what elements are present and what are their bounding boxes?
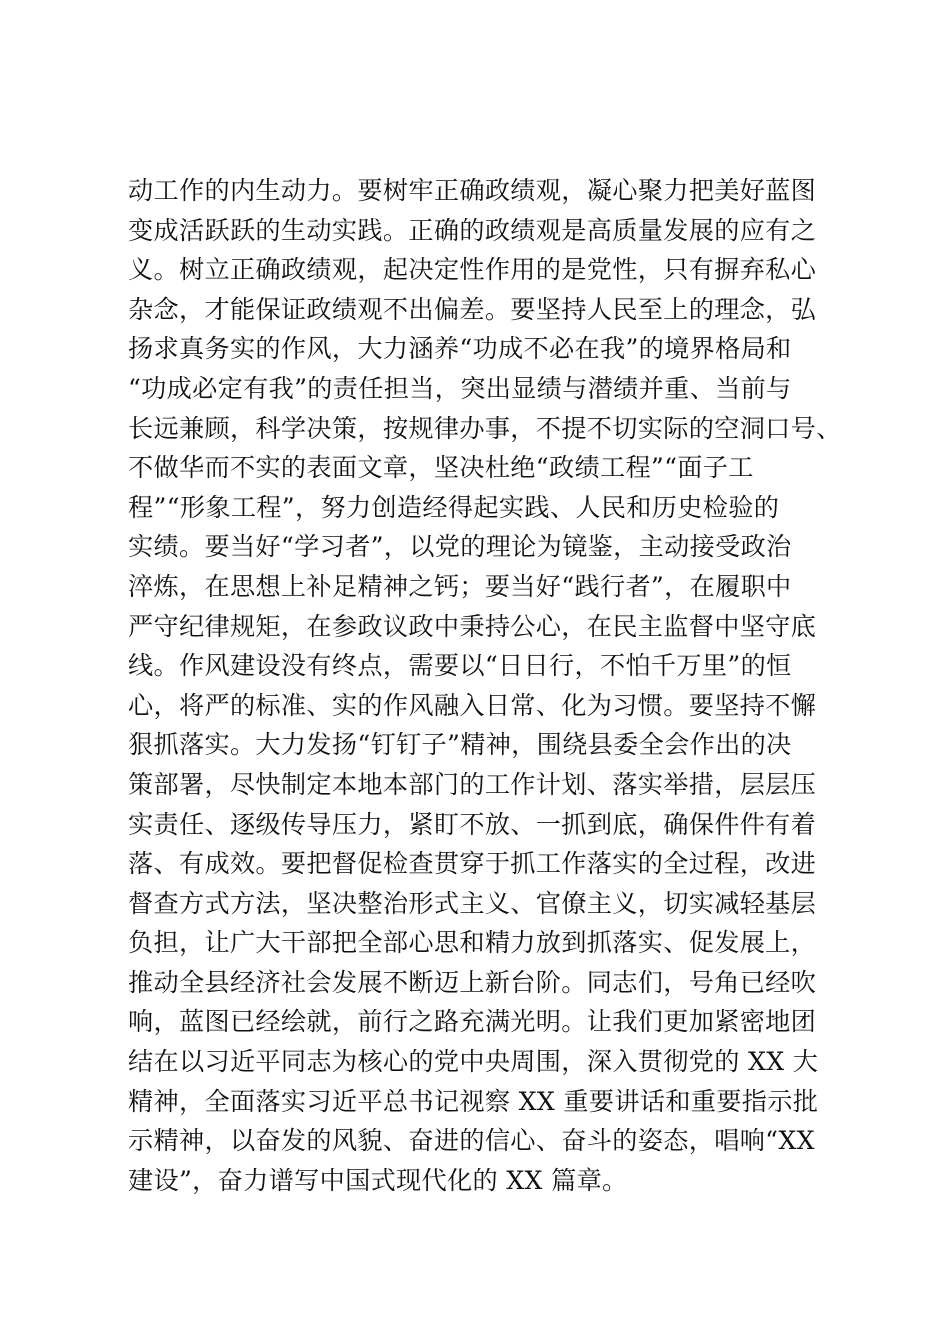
- text-line-1: 动工作的内生动力。要树牢正确政绩观，凝心聚力把美好蓝图: [128, 176, 817, 205]
- text-line-16: 策部署，尽快制定本地本部门的工作计划、落实举措，层层压: [128, 769, 817, 799]
- text-line-10: 实绩。要当好“学习者”，以党的理论为镜鉴，主动接受政治: [128, 532, 792, 562]
- text-line-18: 落、有成效。要把督促检查贯穿于抓工作落实的全过程，改进: [128, 849, 817, 879]
- text-line-14: 心，将严的标准、实的作风融入日常、化为习惯。要坚持不懈: [128, 690, 817, 720]
- text-line-11: 淬炼，在思想上补足精神之钙；要当好“践行者”，在履职中: [128, 571, 792, 601]
- text-line-9: 程”“形象工程”，努力创造经得起实践、人民和历史检验的: [128, 492, 780, 522]
- text-line-23: 结在以习近平同志为核心的党中央周围，深入贯彻党的 XX 大: [128, 1047, 819, 1077]
- text-line-3: 义。树立正确政绩观，起决定性作用的是党性，只有摒弃私心: [128, 255, 817, 285]
- text-line-22: 响，蓝图已经绘就，前行之路充满光明。让我们更加紧密地团: [128, 1007, 817, 1037]
- text-line-6: “功成必定有我”的责任担当，突出显绩与潜绩并重、当前与: [128, 373, 792, 403]
- text-line-7: 长远兼顾，科学决策，按规律办事，不提不切实际的空洞口号、: [128, 413, 842, 443]
- text-line-25: 示精神，以奋发的风貌、奋进的信心、奋斗的姿态，唱响“XX: [128, 1126, 815, 1156]
- text-line-24: 精神，全面落实习近平总书记视察 XX 重要讲话和重要指示批: [128, 1086, 819, 1116]
- text-line-20: 负担，让广大干部把全部心思和精力放到抓落实、促发展上，: [128, 928, 817, 958]
- text-line-5: 扬求真务实的作风，大力涵养“功成不必在我”的境界格局和: [128, 334, 792, 364]
- body-paragraph: [128, 171, 842, 1200]
- text-line-26: 建设”，奋力谱写中国式现代化的 XX 篇章。: [128, 1165, 628, 1195]
- text-line-13: 线。作风建设没有终点，需要以“日日行，不怕千万里”的恒: [128, 651, 792, 681]
- text-line-12: 严守纪律规矩，在参政议政中秉持公心，在民主监督中坚守底: [128, 611, 817, 641]
- text-line-17: 实责任、逐级传导压力，紧盯不放、一抓到底，确保件件有着: [128, 809, 817, 839]
- text-line-8: 不做华而不实的表面文章，坚决杜绝“政绩工程”“面子工: [128, 453, 754, 483]
- text-line-15: 狠抓落实。大力发扬“钉钉子”精神，围绕县委全会作出的决: [128, 730, 792, 760]
- text-line-21: 推动全县经济社会发展不断迈上新台阶。同志们，号角已经吹: [128, 967, 817, 997]
- text-line-4: 杂念，才能保证政绩观不出偏差。要坚持人民至上的理念，弘: [128, 294, 817, 324]
- text-line-2: 变成活跃跃的生动实践。正确的政绩观是高质量发展的应有之: [128, 215, 817, 245]
- text-line-19: 督查方式方法，坚决整治形式主义、官僚主义，切实减轻基层: [128, 888, 817, 918]
